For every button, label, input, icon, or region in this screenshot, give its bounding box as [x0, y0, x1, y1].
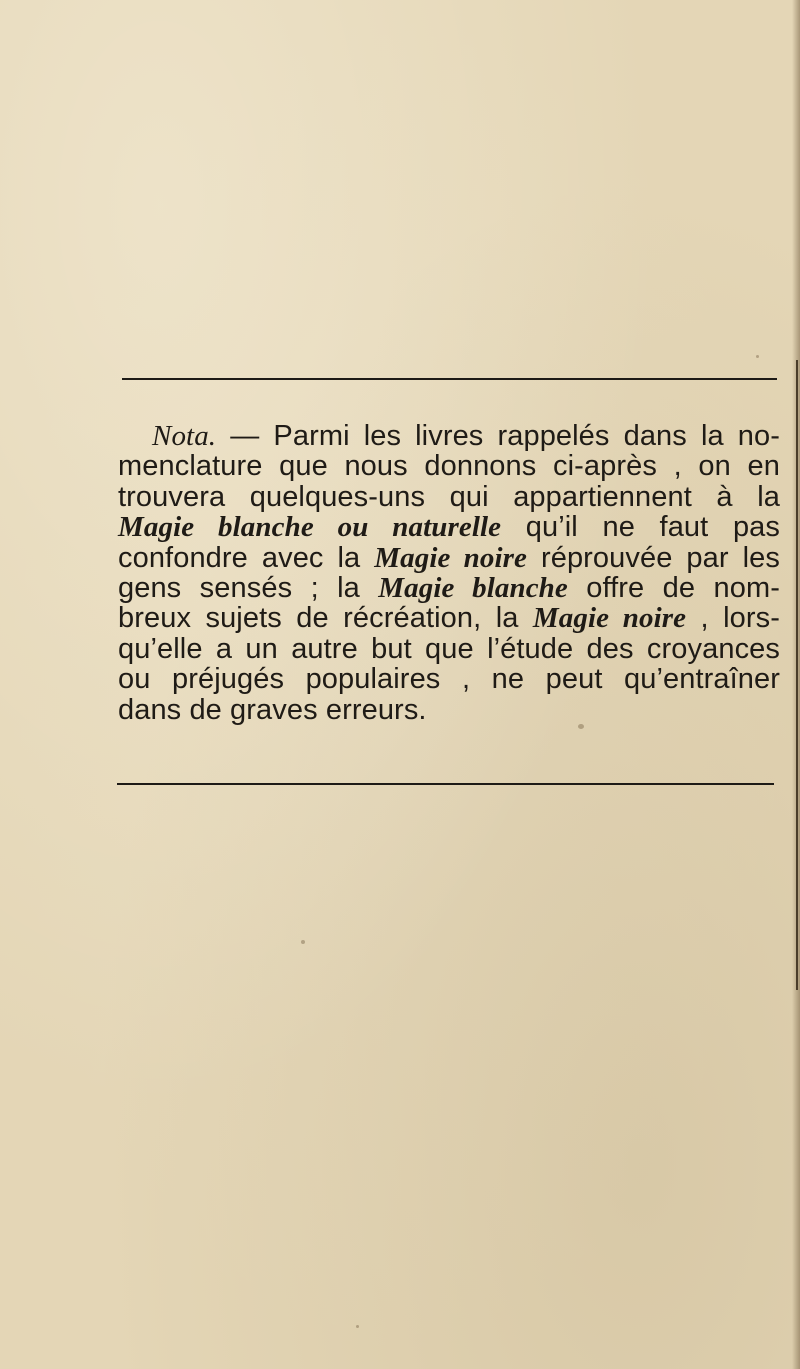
nota-line-9	[118, 664, 780, 694]
nota-line-3-text: trouvera quelques-uns qui appartiennent à la	[118, 480, 780, 513]
paper-speck	[356, 1325, 359, 1328]
nota-line-7-text-a: breux sujets de récréation, la	[118, 602, 533, 635]
paper-speck	[578, 724, 584, 729]
nota-line-5	[118, 543, 780, 573]
nota-line-10	[118, 695, 780, 725]
nota-line-8	[118, 634, 780, 664]
nota-line-1-text: — Parmi les livres rappelés dans la no-	[216, 420, 780, 452]
nota-line-5-text-b: réprouvée par les	[526, 541, 780, 574]
nota-line-2	[118, 451, 780, 481]
magie-noire-term: Magie noire	[374, 541, 527, 574]
bottom-rule	[117, 783, 774, 785]
nota-line-4	[118, 512, 780, 542]
nota-line-8-text: qu’elle a un autre but que l’étude des croyances	[118, 632, 780, 665]
paper-speck	[756, 355, 759, 358]
magie-blanche-term: Magie blanche	[378, 572, 568, 605]
nota-line-1	[118, 421, 780, 451]
nota-line-10-text: dans de graves erreurs.	[118, 693, 427, 726]
nota-line-9-text: ou préjugés populaires , ne peut qu’entraîner	[118, 663, 780, 696]
nota-line-7	[118, 603, 780, 633]
nota-line-6	[118, 573, 780, 603]
nota-paragraph	[118, 421, 780, 725]
magie-noire-term-2: Magie noire	[532, 602, 687, 635]
nota-line-5-text-a: confondre avec la	[118, 541, 375, 574]
nota-line-2-text: menclature que nous donnons ci-après , on en	[118, 450, 780, 483]
nota-line-6-text-b: offre de nom-	[567, 572, 781, 605]
nota-line-3	[118, 482, 780, 512]
nota-line-4-text: qu’il ne faut pas	[501, 511, 780, 544]
nota-line-6-text-a: gens sensés ; la	[118, 572, 379, 605]
page-edge-line	[796, 360, 798, 990]
nota-line-7-text-b: , lors-	[686, 602, 780, 635]
paper-speck	[301, 940, 305, 944]
top-rule	[122, 378, 777, 380]
magie-blanche-naturelle-term: Magie blanche ou naturelle	[118, 511, 502, 544]
nota-label: Nota.	[152, 420, 217, 452]
